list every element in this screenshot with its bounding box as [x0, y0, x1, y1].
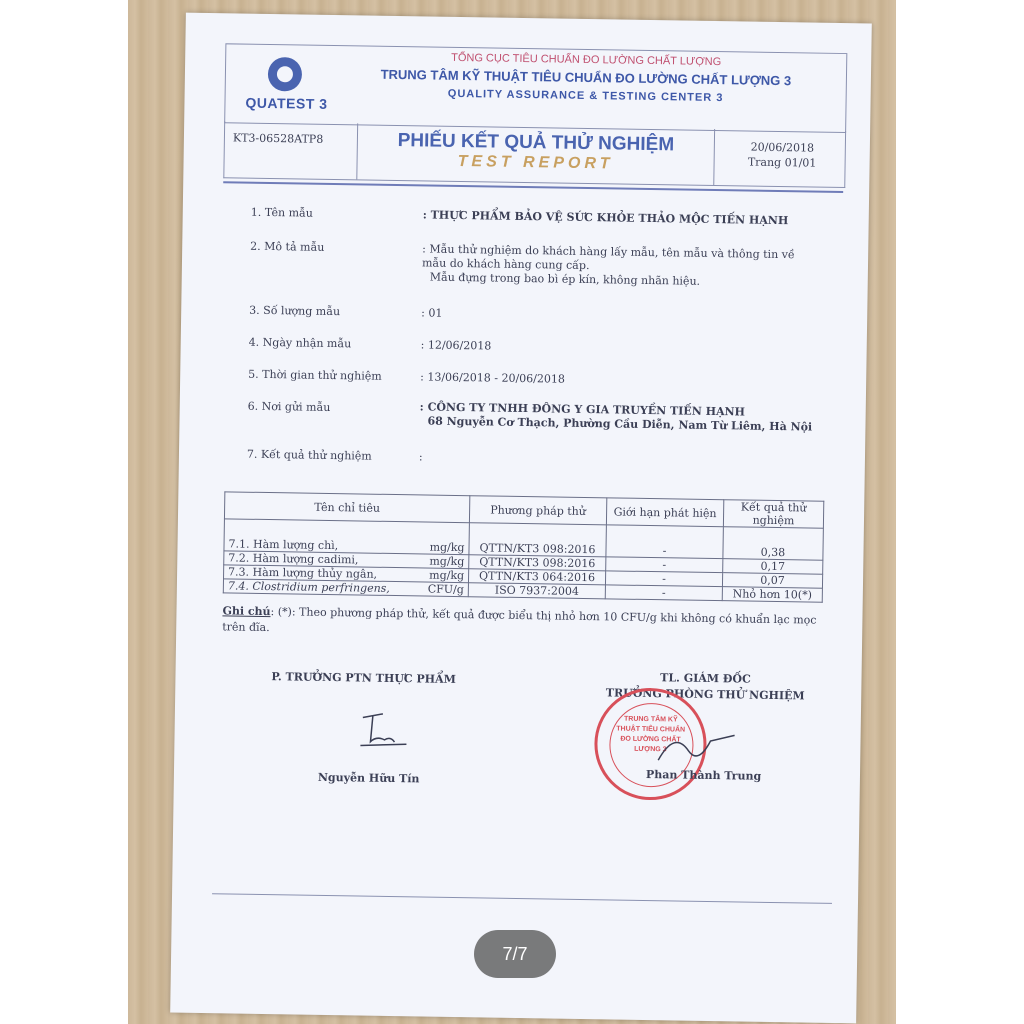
row-method: QTTN/KT3 098:2016 — [469, 523, 606, 557]
right-title-line-2: TRƯỞNG PHÒNG THỬ NGHIỆM — [605, 686, 805, 703]
row-method: ISO 7937:2004 — [468, 583, 605, 599]
note-text: : (*): Theo phương pháp thử, kết quả được biểu thị nhỏ hơn 10 CFU/g khi không có khuẩn lạc mọc trên đĩa. — [222, 605, 817, 635]
field-value-name: : THỰC PHẨM BẢO VỆ SỨC KHỎE THẢO MỘC TIẾN HẠNH — [422, 208, 789, 228]
row-name: 7.3. Hàm lượng thủy ngân, — [228, 565, 378, 581]
field-value-received: : 12/06/2018 — [420, 338, 492, 353]
left-signer-title: P. TRƯỞNG PTN THỰC PHẨM — [271, 670, 456, 686]
page-indicator[interactable]: 7/7 — [474, 930, 556, 978]
col-header-result: Kết quả thử nghiệm — [723, 500, 823, 529]
row-limit: - — [605, 571, 722, 587]
logo-text: QUATEST 3 — [245, 94, 328, 112]
row-unit: CFU/g — [427, 582, 464, 597]
row-result: 0,07 — [722, 573, 822, 589]
field-value-results: : — [418, 450, 423, 464]
report-header — [224, 43, 847, 133]
row-method: QTTN/KT3 064:2016 — [468, 569, 605, 585]
field-label-received: 4. Ngày nhận mẫu — [248, 335, 352, 351]
description-line-1: : Mẫu thử nghiệm do khách hàng lấy mẫu, tên mẫu và thông tin về mẫu do khách hàng cung cấp. — [421, 242, 795, 273]
col-header-name: Tên chỉ tiêu — [224, 492, 469, 523]
row-method: QTTN/KT3 098:2016 — [469, 555, 606, 571]
note — [222, 603, 822, 644]
field-label-sender: 6. Nơi gửi mẫu — [247, 399, 331, 414]
title-en: TEST REPORT — [457, 152, 614, 173]
org-line-1: TỔNG CỤC TIÊU CHUẨN ĐO LƯỜNG CHẤT LƯỢNG — [451, 51, 722, 69]
row-limit: - — [605, 585, 722, 601]
description-line-2: Mẫu đựng trong bao bì ép kín, không nhãn hiệu. — [429, 270, 701, 288]
report-code: KT3-06528ATP8 — [232, 131, 324, 146]
row-result: 0,17 — [723, 559, 823, 575]
row-limit: - — [606, 525, 723, 559]
stamp-text: TRUNG TÂM KỸ THUẬT TIÊU CHUẨN ĐO LƯỜNG CHẤT LƯỢNG 3 — [616, 715, 686, 754]
viewer-right-margin — [896, 0, 1024, 1024]
field-value-quantity: : 01 — [421, 306, 443, 320]
col-header-method: Phương pháp thử — [469, 496, 606, 525]
field-label-quantity: 3. Số lượng mẫu — [249, 303, 341, 319]
row-result: Nhỏ hơn 10(*) — [722, 587, 822, 603]
report-title — [356, 123, 715, 185]
row-limit: - — [606, 557, 723, 573]
sender-address: 68 Nguyễn Cơ Thạch, Phường Cầu Diễn, Nam Từ Liêm, Hà Nội — [427, 414, 813, 434]
row-name-cell — [224, 519, 469, 555]
field-value-description — [422, 242, 823, 290]
logo-icon — [268, 57, 303, 92]
row-unit: mg/kg — [429, 568, 465, 583]
title-vn: PHIẾU KẾT QUẢ THỬ NGHIỆM — [397, 130, 675, 156]
page-number: Trang 01/01 — [747, 155, 817, 170]
right-signer-name: Phan Thành Trung — [645, 767, 762, 783]
field-label-name: 1. Tên mẫu — [250, 205, 314, 220]
note-label: Ghi chú — [222, 604, 271, 619]
field-label-results: 7. Kết quả thử nghiệm — [246, 447, 372, 463]
field-value-sender — [419, 400, 819, 434]
org-line-2: TRUNG TÂM KỸ THUẬT TIÊU CHUẨN ĐO LƯỜNG CHẤT LƯỢNG 3 — [380, 66, 792, 89]
field-label-test-period: 5. Thời gian thử nghiệm — [248, 367, 382, 383]
right-signature — [654, 720, 745, 771]
report-date — [725, 139, 840, 171]
row-unit: mg/kg — [429, 540, 465, 555]
sender-name: : CÔNG TY TNHH ĐÔNG Y GIA TRUYỀN TIẾN HẠNH — [419, 400, 746, 419]
left-signer-name: Nguyễn Hữu Tín — [317, 770, 420, 786]
report-title-bar — [223, 121, 846, 188]
row-name: 7.1. Hàm lượng chì, — [228, 537, 339, 553]
col-header-limit: Giới hạn phát hiện — [606, 498, 723, 527]
row-result: 0,38 — [723, 527, 823, 561]
row-unit: mg/kg — [429, 554, 465, 569]
date-value: 20/06/2018 — [750, 140, 815, 155]
row-name: 7.2. Hàm lượng cadimi, — [228, 551, 359, 567]
right-title-line-1: TL. GIÁM ĐỐC — [660, 671, 751, 686]
quatest-logo — [245, 57, 326, 118]
test-report-document — [170, 13, 872, 1024]
results-table — [223, 491, 825, 602]
org-line-3: QUALITY ASSURANCE & TESTING CENTER 3 — [447, 87, 724, 105]
field-label-description: 2. Mô tả mẫu — [250, 239, 325, 254]
left-signature — [354, 705, 415, 756]
field-value-test-period: : 13/06/2018 - 20/06/2018 — [420, 370, 566, 386]
viewer-left-margin — [0, 0, 128, 1024]
row-name: 7.4. Clostridium perfringens, — [227, 579, 390, 595]
